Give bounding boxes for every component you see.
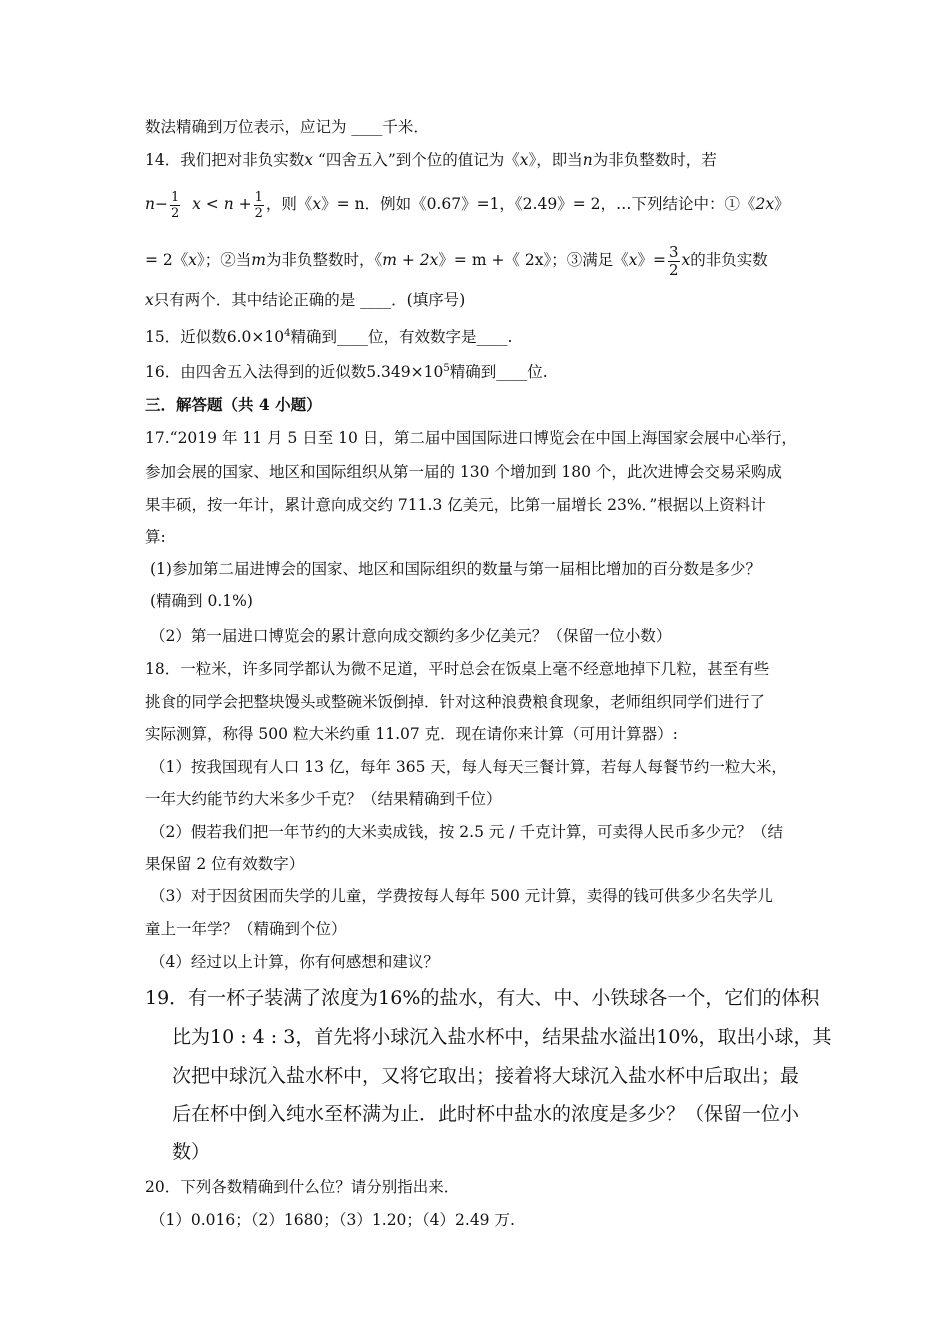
q18-sub-3: （3）对于因贫困而失学的儿童，学费按每人每年 500 元计算，卖得的钱可供多少名失学儿 [150, 887, 773, 905]
q18-sub-1: （1）按我国现有人口 13 亿，每年 365 天，每人每天三餐计算，若每人每餐节约一粒大米， [150, 758, 787, 776]
q16-line: 16．由四舍五入法得到的近似数$5.349\times 10^5$精确到____位. [145, 362, 548, 381]
q18-line: 18．一粒米，许多同学都认为微不足道，平时总会在饭桌上毫不经意地掉下几粒，甚至有些 [145, 660, 770, 678]
q17-sub-1-cont: (精确到 0.1%) [150, 592, 253, 610]
continued-line: 数法精确到万位表示，应记为 ____千米． [145, 118, 429, 136]
q19-line: 比为10 : 4 : 3，首先将小球沉入盐水杯中，结果盐水溢出10%，取出小球，其 [172, 1026, 832, 1048]
q14-line-4: x只有两个．其中结论正确的是 ____．(填序号) [145, 291, 466, 309]
q19-line: 次把中球沉入盐水杯中，又将它取出；接着将大球沉入盐水杯中后取出；最 [172, 1065, 800, 1087]
fraction-half-2: $\frac{1}{2}$ [254, 189, 263, 221]
q17-line: 17.“2019 年 11 月 5 日至 10 日，第二届中国国际进口博览会在中国上海国家会展中心举行， [145, 429, 797, 447]
q18-sub-4: （4）经过以上计算，你有何感想和建议？ [150, 953, 439, 971]
q18-sub-2: （2）假若我们把一年节约的大米卖成钱，按 2.5 元 / 千克计算，可卖得人民币多少元？（结 [150, 823, 783, 841]
q18-sub-1-cont: 一年大约能节约大米多少千克？（结果精确到千位） [145, 790, 502, 808]
q17-sub-1: (1)参加第二届进博会的国家、地区和国际组织的数量与第一届相比增加的百分数是多少？ [150, 560, 761, 578]
q14-line-2: n− $\frac{1}{2}$ x < n + $\frac{1}{2}$ ，则《x》= n．例如《0.67》=1，《2.49》= 2，…下列结论中：①《2x》 [145, 189, 790, 221]
q20-line: 20．下列各数精确到什么位？请分别指出来． [145, 1178, 460, 1196]
q14-line-3: = 2《x》；②当m为非负整数时，《m + 2x》= m +《 2x》；③满足《x》= $\frac{3}{2}$ x的非负实数 [145, 242, 768, 279]
q15-line: 15．近似数$6.0\times 10^4$精确到____位，有效数字是____. [145, 327, 513, 346]
q18-sub-3-cont: 童上一年学？（精确到个位） [145, 920, 347, 938]
fraction-three-halves: $\frac{3}{2}$ [668, 242, 679, 279]
q18-sub-2-cont: 果保留 2 位有效数字） [145, 855, 305, 873]
q19-line: 后在杯中倒入纯水至杯满为止．此时杯中盐水的浓度是多少？（保留一位小 [172, 1103, 800, 1125]
q17-line: 果丰硕，按一年计，累计意向成交约 711.3 亿美元，比第一届增长 23%．”根据以上资料计 [145, 496, 766, 514]
q20-items: （1）0.016；（2）1680；（3）1.20；（4）2.49 万. [150, 1211, 515, 1229]
section-heading: 三．解答题（共 4 小题） [145, 395, 322, 414]
q18-line: 挑食的同学会把整块馒头或整碗米饭倒掉．针对这种浪费粮食现象，老师组织同学们进行了 [145, 693, 766, 711]
q19-line: 数） [172, 1141, 211, 1163]
q17-line: 参加会展的国家、地区和国际组织从第一届的 130 个增加到 180 个，此次进博会交易采购成 [145, 463, 782, 481]
q17-sub-2: （2）第一届进口博览会的累计意向成交额约多少亿美元？（保留一位小数） [150, 627, 672, 645]
q18-line: 实际测算，称得 500 粒大米约重 11.07 克．现在请你来计算（可用计算器）: [145, 725, 678, 743]
q14-line-1: 14．我们把对非负实数x “四舍五入”到个位的值记为《x》，即当n为非负整数时，若 [145, 151, 717, 169]
fraction-half-1: $\frac{1}{2}$ [170, 189, 180, 221]
q19-line: 19．有一杯子装满了浓度为16%的盐水，有大、中、小铁球各一个，它们的体积 [145, 987, 820, 1009]
q17-line: 算: [145, 528, 166, 546]
